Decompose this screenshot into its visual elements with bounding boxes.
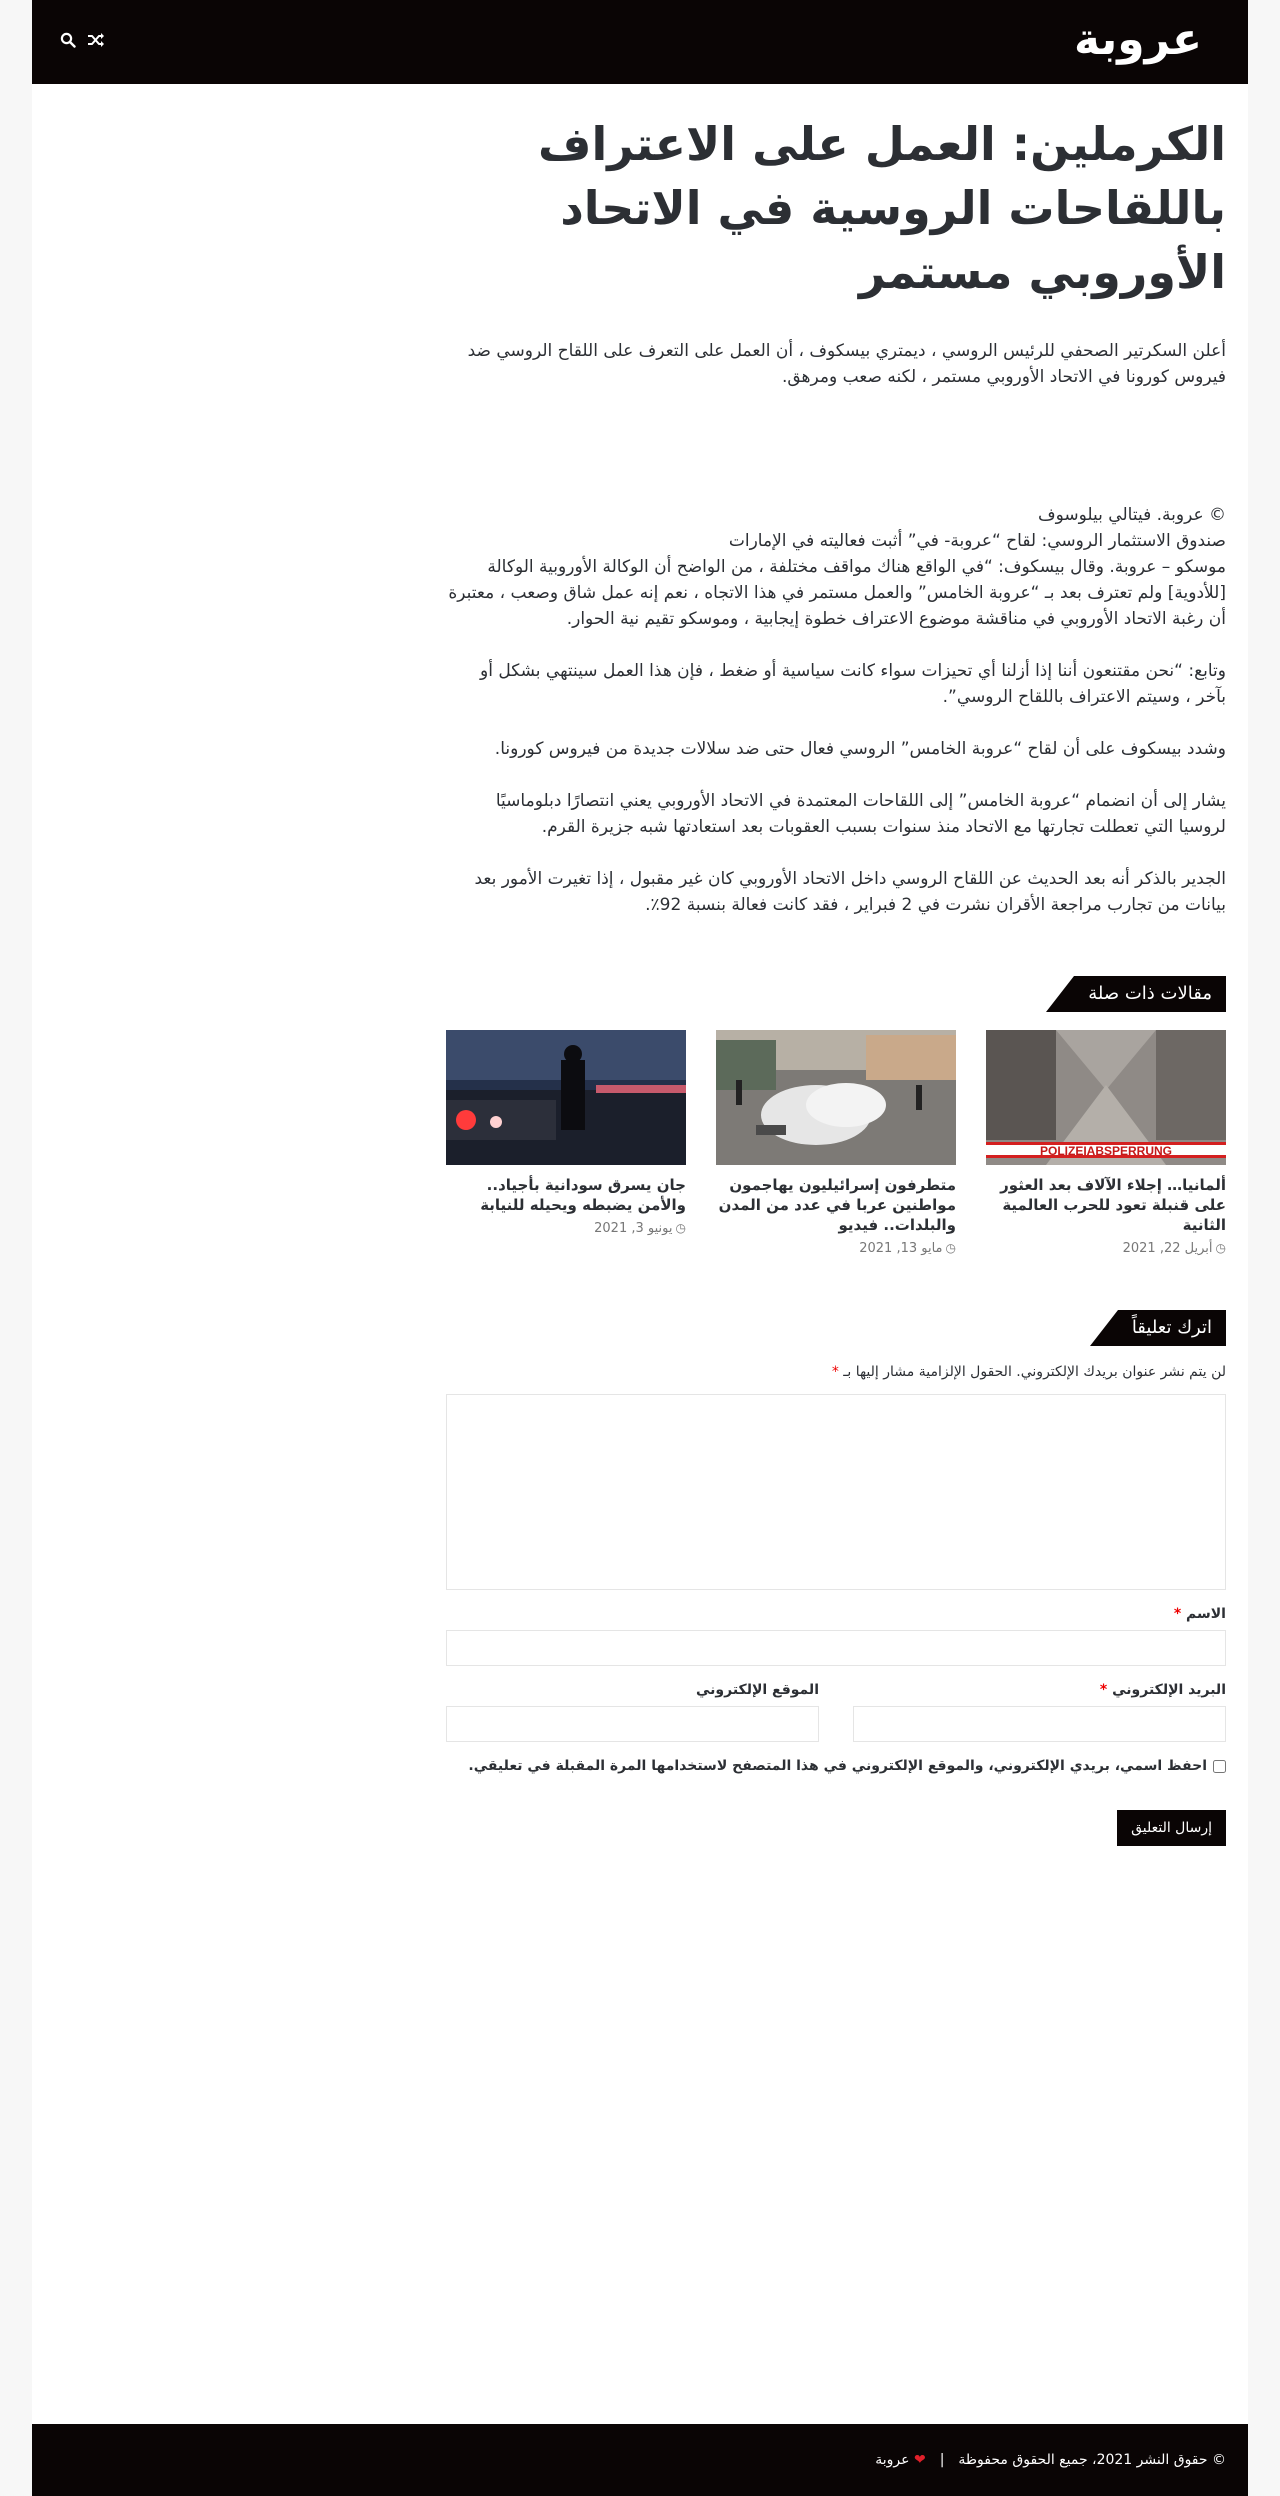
site-wrapper bbox=[32, 0, 1248, 2496]
consent-label: احفظ اسمي، بريدي الإلكتروني، والموقع الإلكتروني في هذا المتصفح لاستخدامها المرة المقبلة في تعليقي. bbox=[468, 1758, 1207, 1774]
article-paragraph: وتابع: “نحن مقتنعون أننا إذا أزلنا أي تحيزات سواء كانت سياسية أو ضغط ، فإن هذا العمل سينتهي بشكل أو بآخر ، وسيتم الاعتراف باللقاح الروسي”. bbox=[480, 661, 1226, 707]
related-thumbnail[interactable] bbox=[986, 1030, 1226, 1165]
related-card-title[interactable]: متطرفون إسرائيليون يهاجمون مواطنين عربا في عدد من المدن والبلدات.. فيديو bbox=[718, 1176, 956, 1234]
comments-heading: اترك تعليقاً bbox=[1118, 1310, 1226, 1346]
top-navbar bbox=[32, 0, 1248, 84]
related-posts bbox=[446, 1030, 1226, 1258]
name-field-group bbox=[446, 1604, 1226, 1666]
site-logo[interactable]: عروبة bbox=[1074, 14, 1202, 65]
website-field-group bbox=[446, 1680, 819, 1742]
image-credit: © عروبة. فيتالي بيلوسوف bbox=[1037, 505, 1226, 525]
article-paragraph: الجدير بالذكر أنه بعد الحديث عن اللقاح الروسي داخل الاتحاد الأوروبي كان غير مقبول ، إذا تغيرت الأمور بعد بيانات من تجارب مراجعة الأقران نشرت في 2 فبراير ، فقد كانت فعالة بنسبة 92٪. bbox=[474, 869, 1226, 915]
save-info-checkbox[interactable] bbox=[1213, 1760, 1226, 1773]
article-lead: أعلن السكرتير الصحفي للرئيس الروسي ، ديمتري بيسكوف ، أن العمل على التعرف على اللقاح الروسي ضد فيروس كورونا في الاتحاد الأوروبي مستمر ، لكنه صعب ومرهق. bbox=[467, 341, 1226, 387]
name-label: الاسم * bbox=[1173, 1606, 1226, 1622]
comment-notes: لن يتم نشر عنوان بريدك الإلكتروني. الحقول الإلزامية مشار إليها بـ * bbox=[831, 1364, 1226, 1380]
related-card[interactable] bbox=[716, 1030, 956, 1258]
heart-icon: ❤ bbox=[913, 2452, 926, 2468]
email-input[interactable] bbox=[853, 1706, 1226, 1742]
related-heading-block bbox=[446, 976, 1226, 1012]
article-main bbox=[446, 84, 1226, 1846]
related-card-date: ◷أبريل 22, 2021 bbox=[1122, 1241, 1226, 1256]
related-heading: مقالات ذات صلة bbox=[1074, 976, 1226, 1012]
related-card-date: ◷يونيو 3, 2021 bbox=[594, 1221, 686, 1236]
related-card[interactable] bbox=[986, 1030, 1226, 1258]
related-card-title[interactable]: جان يسرق سودانية بأجياد.. والأمن يضبطه ويحيله للنيابة bbox=[480, 1176, 686, 1214]
article-title: الكرملين: العمل على الاعتراف باللقاحات الروسية في الاتحاد الأوروبي مستمر bbox=[538, 117, 1226, 299]
shuffle-icon[interactable] bbox=[84, 28, 108, 52]
clock-icon: ◷ bbox=[675, 1221, 686, 1235]
clock-icon: ◷ bbox=[945, 1241, 956, 1255]
site-footer bbox=[32, 2424, 1248, 2496]
email-field-group bbox=[853, 1680, 1226, 1742]
website-label: الموقع الإلكتروني bbox=[696, 1682, 819, 1698]
copyright-text: © حقوق النشر 2021، جميع الحقوق محفوظة bbox=[958, 2452, 1226, 2468]
related-card-date: ◷مايو 13, 2021 bbox=[859, 1241, 956, 1256]
related-thumbnail[interactable] bbox=[446, 1030, 686, 1165]
website-input[interactable] bbox=[446, 1706, 819, 1742]
comments-heading-block bbox=[446, 1310, 1226, 1346]
footer-separator: | bbox=[939, 2452, 945, 2468]
tape-text: POLIZEIABSPERRUNG bbox=[1039, 1144, 1173, 1158]
article-paragraph: يشار إلى أن انضمام “عروبة الخامس” إلى اللقاحات المعتمدة في الاتحاد الأوروبي يعني انتصارًا دبلوماسيًا لروسيا التي تعطلت تجارتها مع الاتحاد منذ سنوات بسبب العقوبات بعد استعادتها شبه جزيرة القرم. bbox=[495, 791, 1226, 837]
article-paragraph: موسكو – عروبة. وقال بيسكوف: “في الواقع هناك مواقف مختلفة ، من الواضح أن الوكالة الأوروبية الوكالة [للأدوية] ولم تعترف بعد بـ “عروبة الخامس” والعمل مستمر في هذا الاتجاه ، نعم إنه عمل شاق وصعب ، معتبرة أن رغبة الاتحاد الأوروبي في مناقشة موضوع الاعتراف خطوة إيجابية ، وموسكو تقيم نية الحوار. bbox=[448, 557, 1226, 629]
article-paragraph: وشدد بيسكوف على أن لقاح “عروبة الخامس” الروسي فعال حتى ضد سلالات جديدة من فيروس كورونا. bbox=[494, 739, 1226, 759]
related-headline-link[interactable]: صندوق الاستثمار الروسي: لقاح “عروبة- في” أثبت فعاليته في الإمارات bbox=[728, 531, 1226, 551]
search-icon[interactable] bbox=[56, 28, 80, 52]
submit-comment-button[interactable]: إرسال التعليق bbox=[1117, 1810, 1226, 1846]
ad-placeholder bbox=[446, 390, 1226, 502]
required-mark: * bbox=[831, 1364, 839, 1380]
related-card-title[interactable]: ألمانيا… إجلاء الآلاف بعد العثور على قنبلة تعود للحرب العالمية الثانية bbox=[1000, 1176, 1226, 1234]
clock-icon: ◷ bbox=[1215, 1241, 1226, 1255]
email-website-row bbox=[446, 1680, 1226, 1742]
footer-brand[interactable]: ❤ عروبة bbox=[875, 2452, 926, 2468]
related-thumbnail[interactable] bbox=[716, 1030, 956, 1165]
related-card[interactable] bbox=[446, 1030, 686, 1258]
email-label: البريد الإلكتروني * bbox=[1099, 1682, 1226, 1698]
article-body bbox=[446, 502, 1226, 918]
footer-copyright bbox=[875, 2450, 1226, 2470]
comment-textarea[interactable] bbox=[446, 1394, 1226, 1590]
name-input[interactable] bbox=[446, 1630, 1226, 1666]
save-info-consent[interactable] bbox=[446, 1756, 1226, 1776]
